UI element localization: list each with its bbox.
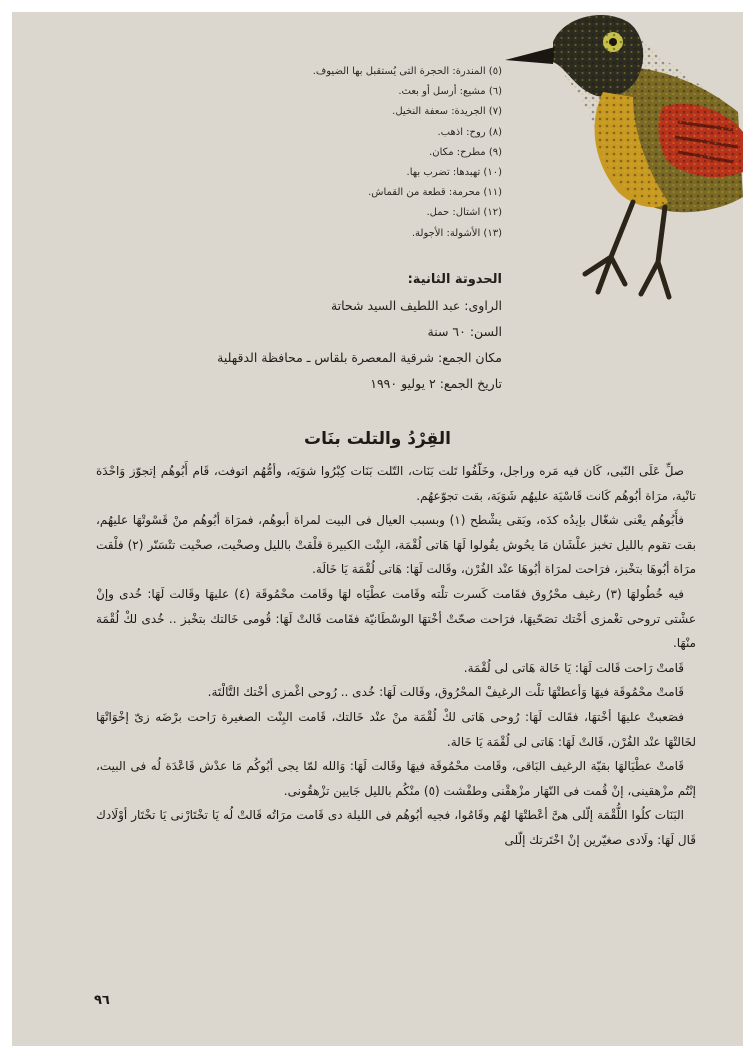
story-paragraph: قَامتْ عطْيَالهَا بقيّة الرغيف البَاقى، وقَامت محْمُوقَة فيهَا وقَالت لَهَا: وَالله لمّا يجى أبُوكُم مَا عدْش قَاعْدَة لُه فى البيت، إنْتُم مزْهقينى، إنْ قُمت فى النّهَار مزْهقْنى وطفْشت (٥) منْكُم بالليل جَايين تزْهقُونى. bbox=[96, 759, 696, 798]
footnote: (٧) الجريدة: سعفة النخيل. bbox=[392, 106, 502, 118]
story-paragraph: قَامتْ محْمُوقَة فيهَا وَأعطتْهَا تلْت الرغيفْ المحْرُوق، وقَالت لَهَا: خُدى .. رُوحى اغْمزى أخْتك التَّالْتَة. bbox=[207, 685, 684, 700]
story-paragraph: فصَعبتْ عليهَا أخْتهَا، فقَالت لَهَا: رُوحى هَاتى لكْ لُقْمَة منْ عنْد خَالتك، قَامت البِنْت الصغيرة رَاحت برْضَه زىّ إخْوَاتْهَا لخَالتْهَا عنْد الفُرْن، قَالتْ لَهَا: هَاتى لى لُقْمَة يَا خَالة. bbox=[96, 709, 696, 749]
info-place: مكان الجمع: شرقية المعصرة بلقاس ـ محافظة الدقهلية bbox=[217, 350, 502, 365]
story-paragraph: فيه خُطُولهَا (٣) رغيف محْرُوق فقَامت كَسرت تلْته وقَامت عطْيَاه لهَا وقَامت محْمُوقَة (٤) عليهَا وقَالت لَهَا: خُدى وإنْ عشْتى تروحى تغْمزى أخْتك تصَحّيهَا، فرَاحت صحّتْ أخْتهَا الوسْطَانيّة فقَامت قَالتْ لَهَا: قُومى خَالتك بتخْبز .. خُدى لكْ لُقْمَة منْهَا. bbox=[96, 586, 696, 651]
footnote: (٩) مطرح: مكان. bbox=[429, 146, 502, 158]
story-title: القِرْدُ والتلت بنَات bbox=[303, 429, 452, 449]
page-number: ٩٦ bbox=[94, 993, 110, 1008]
story-info bbox=[132, 267, 502, 397]
book-page bbox=[12, 12, 743, 1046]
footnote: (١١) محرمة: قطعة من القماش. bbox=[368, 187, 502, 199]
info-heading: الحدوتة الثانية: bbox=[407, 272, 502, 287]
footnote: (١٣) الأشولة: الأجولة. bbox=[411, 227, 502, 239]
story-paragraph: صلِّ عَلَى النّبى، كَان فيه مَره وراجل، وخَلّفُوا تَلت بَنَات، التّلت بَنَات كِبْرُوا شوَيَه، وأمُّهُم اتوفت، قَام أَبُوهُم إتجوّز وَاحْدَة تانْية، مرَاة أبُوهُم كَانت قَاسْيَة عليهُم شَوَيَة، بقت تجوّعهُم. bbox=[96, 464, 696, 503]
story-paragraph: فأَبُوهُم يعْنى شغّال بإيدُه كدَه، وبَقى يشْطح (١) وبسبب العيال فى البيت لمراة أبوهُم، فمرَاة أبُوهُم منْ قَسْوتْهَا عليهُم، بقت تقوم بالليل تخبز علْشَان مَا يحُوش يقُولوا لَهَا هَاتى لُقْمَة، البِنْت الكبيرة قلْقتْ بالليل وصحْيت، صحْيت تتْسَنّر (٢) فلْقت مرَاة أبُوهَا بتخْبز، فرَاحت لمرَاة أبُوهَا عنْد الفُرْن، وقَالت لَهَا: هَاتى لُقْمَة يَا خَالَة. bbox=[96, 513, 697, 577]
footnotes-list bbox=[132, 62, 502, 244]
footnote: (٦) مشيع: أرسل أو بعث. bbox=[398, 86, 502, 98]
bird-illustration bbox=[493, 12, 743, 312]
story-paragraph: البَنَات كلُوا اللُّقْمَة إلّلى هىَّ أعْطتْهَا لهُم وقَامُوا، فجيه أبُوهُم فى الليلة دى قَامت مرَاتُه قَالتْ لُه يَا تخْتَارْنى يَا تخْتَار أوْلَادك قَال لَهَا: ولَادى صغيّرين إنْ اخْتَرتك إلّلى bbox=[96, 808, 696, 847]
footnote: (٨) روح: اذهب. bbox=[437, 126, 502, 138]
story-body bbox=[96, 459, 696, 853]
info-narrator: الراوى: عبد اللطيف السيد شحاتة bbox=[330, 298, 502, 313]
footnote: (١٢) اشتال: حمل. bbox=[426, 207, 502, 219]
footnote: (١٠) تهبدها: تضرب بها. bbox=[406, 167, 502, 179]
info-age: السن: ٦٠ سنة bbox=[427, 324, 502, 339]
footnote: (٥) المندرة: الحجرة التى يُستقبل بها الضيوف. bbox=[312, 66, 502, 77]
story-paragraph: قَامتْ رَاحت قَالت لَهَا: يَا خَالة هَاتى لى لُقْمَة. bbox=[463, 660, 684, 675]
info-date: تاريخ الجمع: ٢ يوليو ١٩٩٠ bbox=[370, 376, 502, 391]
